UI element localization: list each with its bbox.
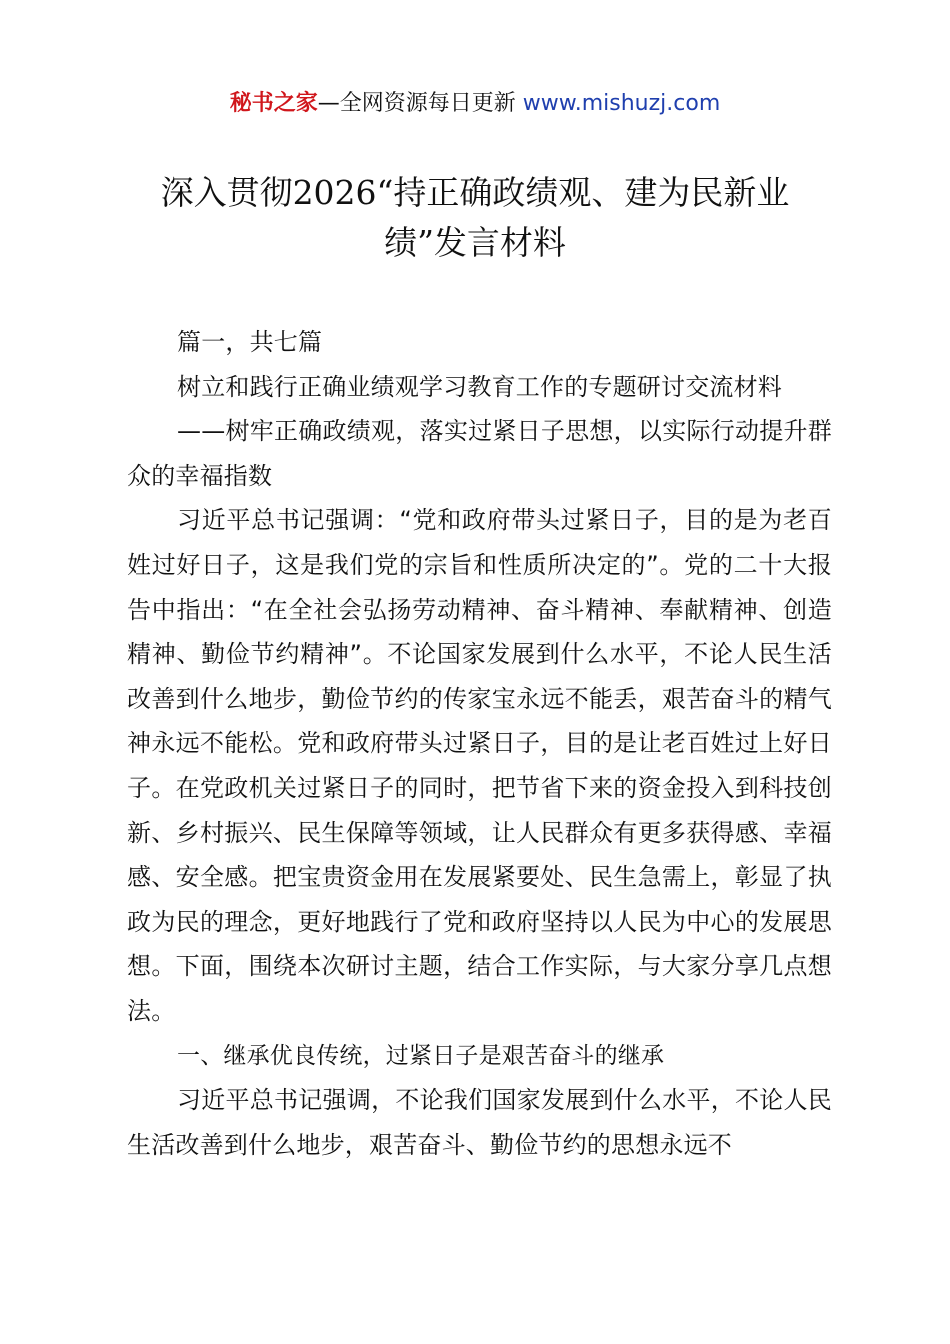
document-subtitle: 树立和践行正确业绩观学习教育工作的专题研讨交流材料 xyxy=(177,372,782,401)
site-header xyxy=(0,88,950,120)
section-paragraph: 习近平总书记强调，不论我们国家发展到什么水平，不论人民生活改善到什么地步，艰苦奋斗、勤俭节约的思想永远不 xyxy=(127,1086,832,1159)
intro-paragraph: 习近平总书记强调：“党和政府带头过紧日子，目的是为老百姓过好日子，这是我们党的宗旨和性质所决定的”。党的二十大报告中指出：“在全社会弘扬劳动精神、奋斗精神、奉献精神、创造精神、勤俭节约精神”。不论国家发展到什么水平，不论人民生活改善到什么地步，勤俭节约的传家宝永远不能丢，艰苦奋斗的精气神永远不能松。党和政府带头过紧日子，目的是让老百姓过上好日子。在党政机关过紧日子的同时，把节省下来的资金投入到科技创新、乡村振兴、民生保障等领域，让人民群众有更多获得感、幸福感、安全感。把宝贵资金用在发展紧要处、民生急需上，彰显了执政为民的理念，更好地践行了党和政府坚持以人民为中心的发展思想。下面，围绕本次研讨主题，结合工作实际，与大家分享几点想法。 xyxy=(127,506,832,1025)
site-url-link[interactable]: www.mishuzj.com xyxy=(522,91,721,116)
document-title: 深入贯彻2026“持正确政绩观、建为民新业绩”发言材料 xyxy=(160,173,790,262)
part-label: 篇一，共七篇 xyxy=(177,328,323,356)
section-heading: 一、继承优良传统，过紧日子是艰苦奋斗的继承 xyxy=(177,1042,665,1069)
brand-name: 秘书之家 xyxy=(229,91,318,116)
document-tagline: ——树牢正确政绩观，落实过紧日子思想，以实际行动提升群众的幸福指数 xyxy=(127,417,832,490)
document-body xyxy=(127,320,832,1167)
header-tagline: —全网资源每日更新 xyxy=(317,91,516,116)
